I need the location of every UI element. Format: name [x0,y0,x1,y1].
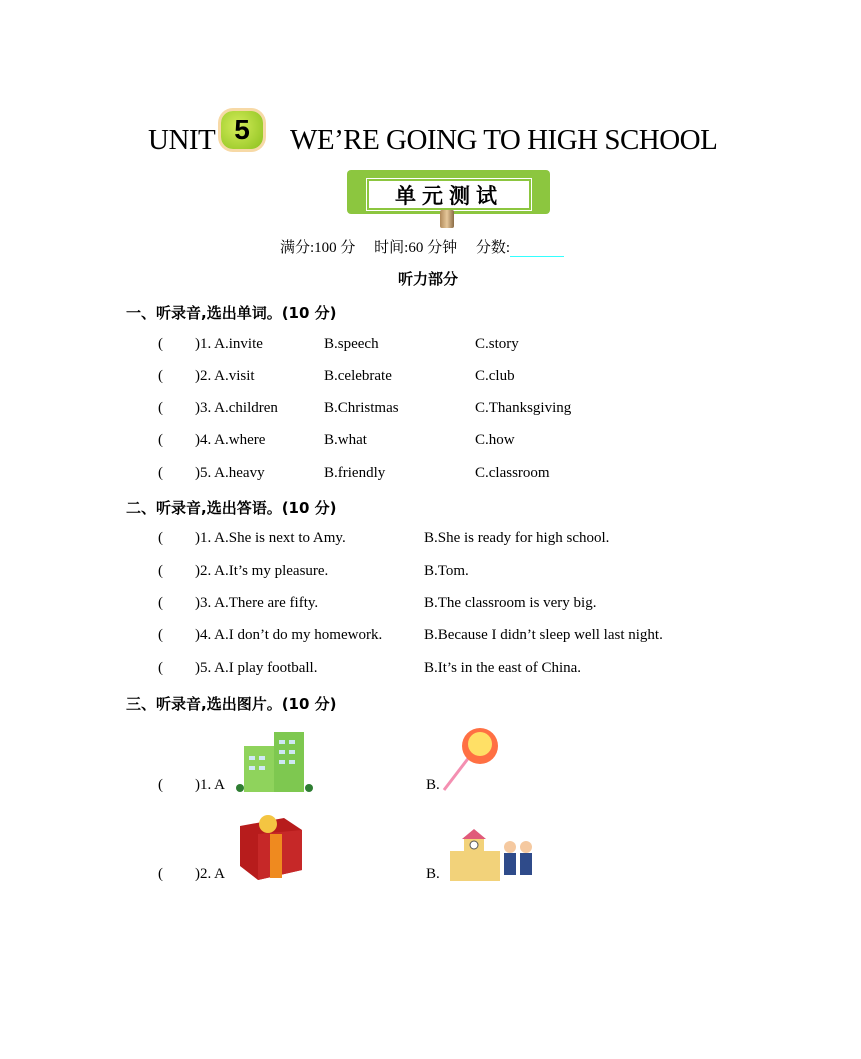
answer-paren[interactable]: ( [158,400,163,416]
option-c: C.club [475,368,515,384]
option-a: )3. A.There are fifty. [195,595,319,611]
option-c: C.Thanksgiving [475,400,572,416]
score-blank[interactable] [510,240,564,257]
full-marks: 满分:100 分 [280,240,356,256]
question-number: )1. A [195,777,225,793]
option-b: B.The classroom is very big. [424,595,597,611]
answer-paren[interactable]: ( [158,777,163,793]
gift-box-image[interactable] [236,812,306,882]
section1-heading: 一、听录音,选出单词。(10 分) [126,304,337,322]
option-b: B.friendly [324,465,386,481]
option-b: B.speech [324,336,379,352]
unit-number-badge: 5 [221,111,263,149]
answer-paren[interactable]: ( [158,465,163,481]
banner-post [440,210,454,228]
banner-text: 单元测试 [367,179,531,210]
answer-paren[interactable]: ( [158,627,163,643]
option-b: B.celebrate [324,368,392,384]
answer-paren[interactable]: ( [158,660,163,676]
exam-info [280,236,564,257]
option-c: C.story [475,336,519,352]
answer-paren[interactable]: ( [158,563,163,579]
option-c: C.classroom [475,465,550,481]
school-children-image[interactable] [442,823,538,883]
option-b: B.Christmas [324,400,399,416]
option-a: )4. A.where [195,432,266,448]
answer-paren[interactable]: ( [158,530,163,546]
option-a: )2. A.It’s my pleasure. [195,563,329,579]
answer-paren[interactable]: ( [158,866,163,882]
option-a: )4. A.I don’t do my homework. [195,627,383,643]
unit-label: UNIT [148,124,216,156]
office-building-image[interactable] [236,730,314,794]
part-title: 听力部分 [398,270,459,288]
option-b-label: B. [426,866,440,882]
option-b: B.what [324,432,367,448]
question-number: )2. A [195,866,225,882]
answer-paren[interactable]: ( [158,432,163,448]
option-b: B.Because I didn’t sleep well last night. [424,627,663,643]
option-a: )5. A.heavy [195,465,265,481]
option-b: B.Tom. [424,563,469,579]
option-b: B.She is ready for high school. [424,530,610,546]
option-a: )2. A.visit [195,368,255,384]
section2-heading: 二、听录音,选出答语。(10 分) [126,499,337,517]
score-label: 分数: [475,240,511,256]
answer-paren[interactable]: ( [158,595,163,611]
option-a: )1. A.She is next to Amy. [195,530,346,546]
unit-test-banner [347,170,550,214]
lollipop-image[interactable] [440,726,502,794]
unit-title: WE’RE GOING TO HIGH SCHOOL [290,124,718,156]
option-b-label: B. [426,777,440,793]
option-c: C.how [475,432,515,448]
option-a: )5. A.I play football. [195,660,318,676]
answer-paren[interactable]: ( [158,336,163,352]
option-a: )1. A.invite [195,336,263,352]
option-b: B.It’s in the east of China. [424,660,582,676]
section3-heading: 三、听录音,选出图片。(10 分) [126,695,337,713]
answer-paren[interactable]: ( [158,368,163,384]
time-limit: 时间:60 分钟 [374,240,458,256]
option-a: )3. A.children [195,400,278,416]
